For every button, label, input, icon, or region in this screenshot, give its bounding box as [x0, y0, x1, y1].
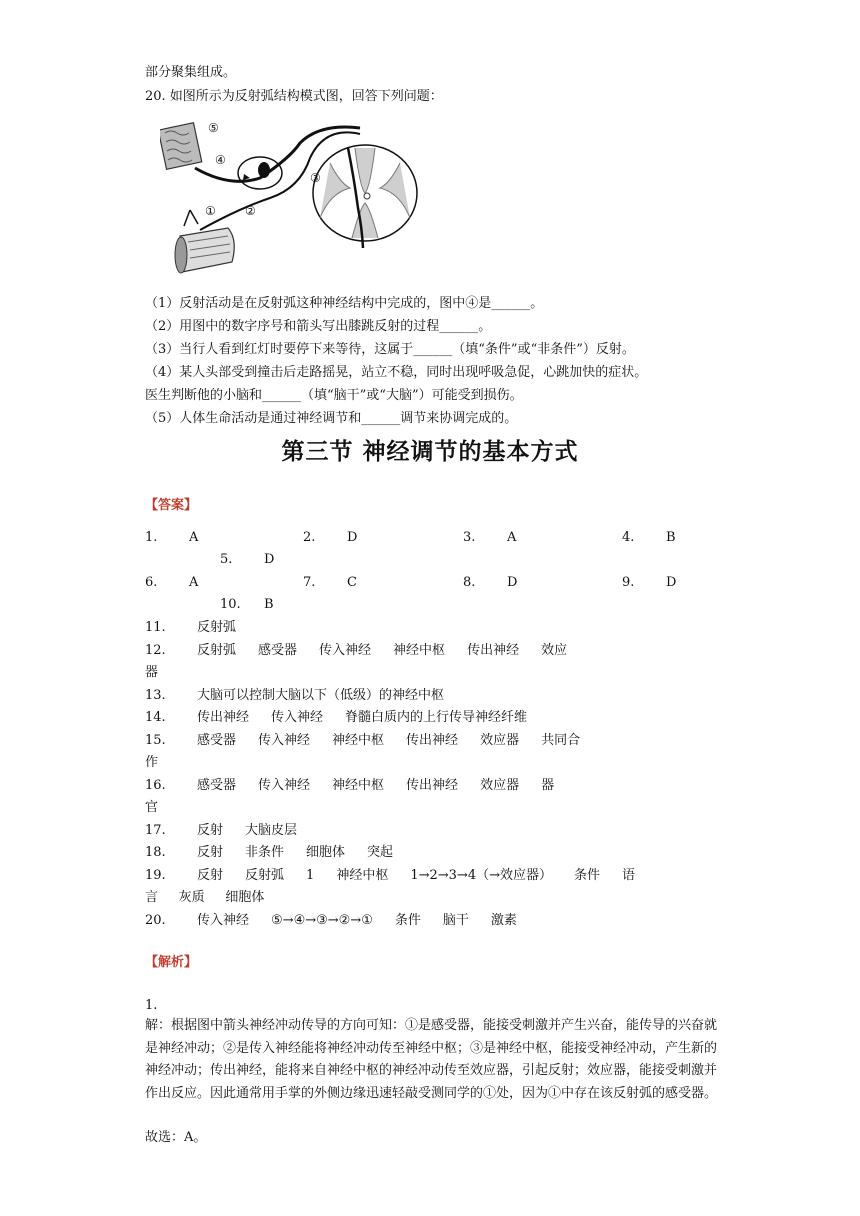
- analysis-number: 1.: [145, 998, 158, 1013]
- choice-value: A: [507, 530, 517, 545]
- answer-item: 传出神经: [197, 710, 250, 725]
- choice-number: 8.: [463, 575, 476, 590]
- q20-sub-1: （1）反射活动是在反射弧这种神经结构中完成的，图中④是______。: [145, 296, 544, 311]
- q20-sub-3: （3）当行人看到红灯时要停下来等待，这属于______（填“条件”或“非条件”）反射。: [145, 342, 635, 357]
- q20-sub-2: （2）用图中的数字序号和箭头写出膝跳反射的过程______。: [145, 319, 492, 334]
- spinal-cord-section: [313, 145, 417, 248]
- answer-item: 器: [541, 777, 555, 793]
- choice-item: [463, 529, 516, 547]
- answer-item: 神经中枢: [332, 732, 385, 748]
- answer-wrap: 官: [145, 800, 159, 815]
- answer-item: 条件: [394, 912, 421, 928]
- answer-number: 14.: [145, 710, 166, 725]
- choice-item: [303, 574, 357, 592]
- choice-value: D: [264, 552, 275, 567]
- choice-value: B: [264, 597, 274, 612]
- choice-number: 3.: [463, 530, 476, 545]
- analysis-text: 解：根据图中箭头神经冲动传导的方向可知：①是感受器，能接受刺激并产生兴奋，能传导的兴奋就是神经冲动；②是传入神经能将神经冲动传至神经中枢；③是神经中枢，能接受神经冲动，产生新的神经冲动；传出神经，能将来自神经中枢的神经冲动传至效应器，引起反射；效应器，能接受刺激并作出反应。因此通常用手掌的外侧边缘迅速轻敲受测同学的①处，因为①中存在该反射弧的感受器。: [145, 1018, 718, 1101]
- answer-item: 脑干: [442, 912, 469, 928]
- choice-item: [622, 529, 676, 547]
- answer-item: 脊髓白质内的上行传导神经纤维: [345, 710, 528, 725]
- choice-item: [622, 574, 676, 592]
- label-5: ⑤: [208, 121, 219, 135]
- answer-item: 语: [622, 867, 636, 883]
- answer-item: 突起: [367, 845, 394, 860]
- intro-line: 部分聚集组成。: [145, 65, 237, 80]
- choice-value: B: [666, 530, 676, 545]
- fill-answer-row: [145, 912, 539, 930]
- answer-item: 感受器: [197, 732, 237, 748]
- answer-wrap: 器: [145, 665, 159, 680]
- choice-item: [303, 529, 357, 547]
- answer-number: 19.: [145, 867, 166, 883]
- answer-wrap: 言 灰质 细胞体: [145, 890, 265, 905]
- choice-item: [145, 529, 198, 547]
- answer-item: 效应: [541, 642, 568, 658]
- fill-answer-row: [145, 822, 319, 840]
- answer-number: 17.: [145, 822, 166, 838]
- choice-item: [145, 574, 198, 592]
- answer-item: 传入神经: [197, 912, 250, 928]
- choice-number: 5.: [220, 552, 233, 567]
- choice-number: 1.: [145, 530, 158, 545]
- choice-value: D: [347, 530, 358, 545]
- answer-item: 传入神经: [258, 732, 311, 748]
- answer-heading: 【答案】: [145, 498, 198, 513]
- answer-item: 传入神经: [271, 710, 324, 725]
- choice-value: D: [507, 575, 518, 590]
- answer-item: 反射弧: [245, 867, 285, 883]
- answer-item: 感受器: [258, 642, 298, 658]
- receptor-limb: [175, 228, 234, 273]
- choice-item: [220, 551, 274, 569]
- q20-sub-5: （5）人体生命活动是通过神经调节和______调节来协调完成的。: [145, 411, 518, 426]
- answer-item: 传出神经: [467, 642, 520, 658]
- answer-number: 18.: [145, 845, 166, 860]
- answer-number: 13.: [145, 687, 166, 703]
- answer-item: 条件: [573, 867, 600, 883]
- answer-item: 激素: [490, 912, 517, 928]
- analysis-choice: 故选：A。: [145, 1130, 207, 1145]
- answer-item: 非条件: [245, 845, 285, 860]
- answer-item: 感受器: [197, 777, 237, 793]
- fill-answer-row: [145, 777, 576, 795]
- section-title: 第三节 神经调节的基本方式: [281, 439, 579, 465]
- answer-item: 神经中枢: [336, 867, 389, 883]
- answer-number: 16.: [145, 777, 166, 793]
- answer-item: 1→2→3→4（→效应器）: [410, 867, 552, 883]
- effector-skin-block: [160, 123, 202, 170]
- answer-item: 反射: [197, 845, 224, 860]
- choice-number: 2.: [303, 530, 316, 545]
- choice-number: 6.: [145, 575, 158, 590]
- q20-sub-4: （4）某人头部受到撞击后走路摇晃，站立不稳，同时出现呼吸急促，心跳加快的症状。: [145, 365, 648, 380]
- answer-item: 大脑可以控制大脑以下（低级）的神经中枢: [197, 687, 445, 703]
- answer-item: 反射: [197, 867, 224, 883]
- q20-sub-4-cont: 医生判断他的小脑和______（填“脑干”或“大脑”）可能受到损伤。: [145, 388, 523, 403]
- question-20-stem: 20. 如图所示为反射弧结构模式图，回答下列问题：: [145, 89, 443, 104]
- analysis-heading: 【解析】: [145, 955, 198, 970]
- answer-item: 1: [306, 867, 315, 883]
- answer-item: ⑤→④→③→②→①: [271, 912, 373, 928]
- answer-item: 效应器: [480, 732, 520, 748]
- choice-value: D: [666, 575, 677, 590]
- label-3: ③: [310, 171, 321, 185]
- choice-number: 9.: [622, 575, 635, 590]
- label-2: ②: [245, 204, 256, 218]
- fill-answer-row: [145, 709, 549, 727]
- fill-answer-row: [145, 687, 466, 705]
- answer-item: 反射: [197, 822, 224, 838]
- choice-value: A: [189, 575, 199, 590]
- answer-item: 神经中枢: [332, 777, 385, 793]
- answer-item: 效应器: [480, 777, 520, 793]
- reflex-arc-diagram: [160, 118, 420, 283]
- answer-wrap: 作: [145, 755, 159, 770]
- answer-item: 共同合: [541, 732, 581, 748]
- answer-number: 20.: [145, 912, 166, 928]
- fill-answer-row: [145, 619, 258, 637]
- fill-answer-row: [145, 844, 415, 862]
- label-4: ④: [215, 153, 226, 167]
- answer-item: 传入神经: [319, 642, 372, 658]
- choice-value: A: [189, 530, 199, 545]
- choice-item: [220, 596, 274, 614]
- answer-item: 反射弧: [197, 642, 237, 658]
- answer-item: 传入神经: [258, 777, 311, 793]
- answer-item: 传出神经: [406, 777, 459, 793]
- answer-item: 传出神经: [406, 732, 459, 748]
- answer-item: 大脑皮层: [245, 822, 298, 838]
- fill-answer-row: [145, 642, 589, 660]
- answer-number: 15.: [145, 732, 166, 748]
- fill-answer-row: [145, 732, 602, 750]
- choice-item: [463, 574, 517, 592]
- label-1: ①: [205, 204, 216, 218]
- answer-item: 细胞体: [306, 845, 346, 860]
- choice-number: 7.: [303, 575, 316, 590]
- answer-item: 反射弧: [197, 620, 237, 635]
- choice-value: C: [347, 575, 357, 590]
- choice-number: 4.: [622, 530, 635, 545]
- answer-number: 11.: [145, 620, 166, 635]
- fill-answer-row: [145, 867, 657, 885]
- answer-item: 神经中枢: [393, 642, 446, 658]
- choice-number: 10.: [220, 597, 241, 612]
- answer-number: 12.: [145, 642, 166, 658]
